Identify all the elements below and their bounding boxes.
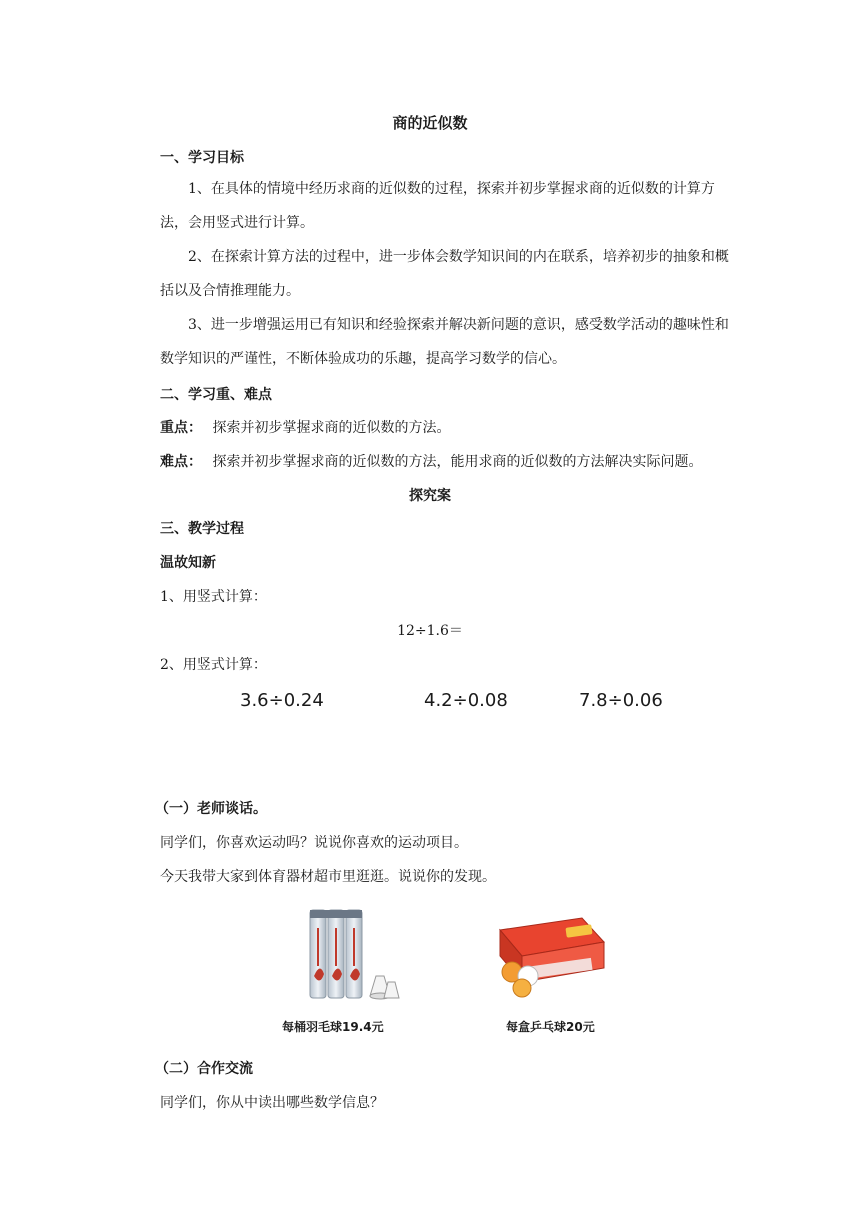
part2-heading: （二）合作交流 (155, 1061, 253, 1077)
part1-heading: （一）老师谈话。 (155, 801, 267, 817)
section3-heading: 三、教学过程 (160, 521, 244, 537)
question-2: 2、用竖式计算： (160, 657, 267, 673)
badminton-caption: 每桶羽毛球19.4元 (282, 1020, 384, 1034)
review-heading: 温故知新 (160, 555, 216, 571)
inquiry-title: 探究案 (409, 488, 451, 504)
section1-heading: 一、学习目标 (160, 150, 244, 166)
difficult-point (160, 451, 702, 471)
key-point (160, 417, 450, 437)
badminton-image (300, 906, 410, 1004)
part1-line-1: 同学们，你喜欢运动吗？说说你喜欢的运动项目。 (160, 835, 468, 851)
question-1: 1、用竖式计算： (160, 589, 267, 605)
question-2-expression-b: 4.2÷0.08 (424, 690, 508, 711)
question-1-expression: 12÷1.6＝ (397, 623, 463, 639)
objective-3: 3、进一步增强运用已有知识和经验探索并解决新问题的意识，感受数学活动的趣味性和数学知识的严谨性，不断体验成功的乐趣，提高学习数学的信心。 (160, 317, 729, 367)
difficult-point-text: 探索并初步掌握求商的近似数的方法，能用求商的近似数的方法解决实际问题。 (212, 454, 703, 470)
pingpong-image (496, 912, 608, 1002)
key-point-label: 重点： (160, 420, 202, 436)
question-2-expression-c: 7.8÷0.06 (579, 690, 663, 711)
objective-1: 1、在具体的情境中经历求商的近似数的过程，探索并初步掌握求商的近似数的计算方法，会用竖式进行计算。 (160, 181, 715, 231)
badminton-illustration (300, 906, 410, 1004)
part1-line-2: 今天我带大家到体育器材超市里逛逛。说说你的发现。 (160, 869, 496, 885)
pingpong-caption: 每盒乒乓球20元 (506, 1020, 595, 1034)
part2-line: 同学们，你从中读出哪些数学信息？ (160, 1095, 384, 1111)
section2-heading: 二、学习重、难点 (160, 387, 272, 403)
question-2-expression-a: 3.6÷0.24 (240, 690, 324, 711)
pingpong-illustration (496, 912, 608, 1002)
page-title: 商的近似数 (392, 114, 468, 132)
objective-2: 2、在探索计算方法的过程中，进一步体会数学知识间的内在联系，培养初步的抽象和概括以及合情推理能力。 (160, 249, 729, 299)
key-point-text: 探索并初步掌握求商的近似数的方法。 (212, 420, 451, 436)
difficult-point-label: 难点： (160, 454, 202, 470)
